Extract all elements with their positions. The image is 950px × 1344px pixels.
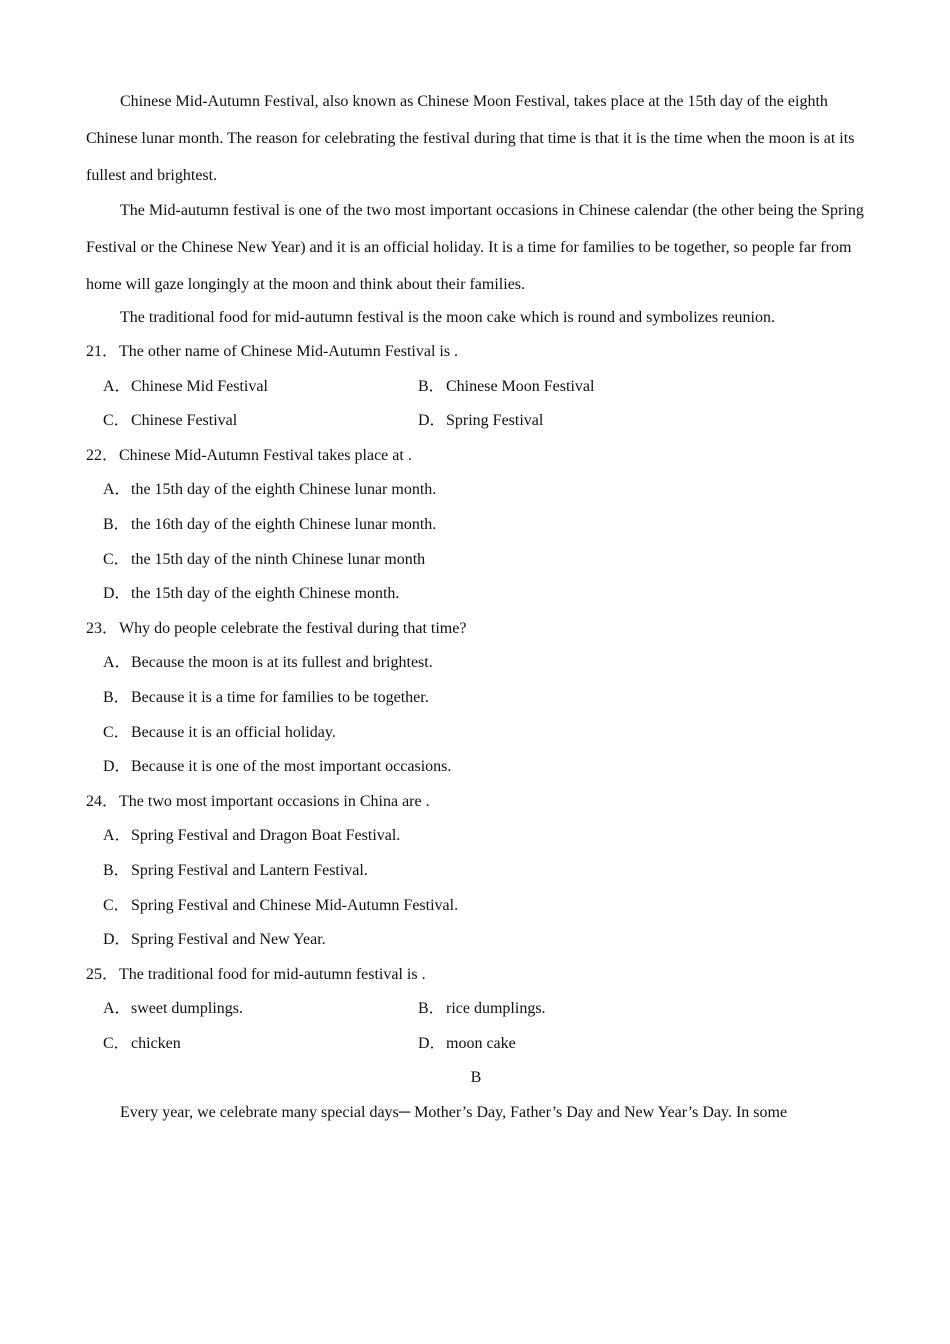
option-b[interactable]: B．Chinese Moon Festival	[418, 377, 595, 395]
question-number: 22．	[86, 446, 119, 464]
option-d[interactable]: D．moon cake	[418, 1034, 516, 1052]
option-a[interactable]: A．Spring Festival and Dragon Boat Festival.	[103, 827, 401, 845]
option-a[interactable]: A．Because the moon is at its fullest and brightest.	[103, 654, 433, 672]
option-d[interactable]: D．Spring Festival and New Year.	[103, 931, 326, 949]
passage-b-first-line: Every year, we celebrate many special days─ Mother’s Day, Father’s Day and New Year’s Day. In some	[120, 1104, 788, 1122]
question-number: 25．	[86, 965, 119, 983]
option-d[interactable]: D．the 15th day of the eighth Chinese month.	[103, 585, 400, 603]
question-stem: The traditional food for mid-autumn festival is .	[119, 965, 426, 983]
option-b[interactable]: B．the 16th day of the eighth Chinese lunar month.	[103, 515, 437, 533]
passage-b-label: B	[470, 1069, 482, 1087]
option-d[interactable]: D．Because it is one of the most important occasions.	[103, 758, 452, 776]
question-number: 23．	[86, 619, 119, 637]
passage-a-paragraph-3: The traditional food for mid-autumn festival is the moon cake which is round and symbolizes reunion.	[120, 309, 775, 326]
option-c[interactable]: C．Spring Festival and Chinese Mid-Autumn Festival.	[103, 896, 459, 914]
question-21	[86, 335, 866, 439]
passage-a-paragraph-1: Chinese Mid-Autumn Festival, also known as Chinese Moon Festival, takes place at the 15th day of the eighth Chinese lunar month. The reason for celebrating the festival during that time is that it is the time when the moon is at its fullest and brightest.	[86, 93, 855, 184]
option-d[interactable]: D．Spring Festival	[418, 412, 544, 430]
question-stem: Chinese Mid-Autumn Festival takes place at .	[119, 446, 412, 464]
exam-page	[86, 83, 866, 1131]
option-a[interactable]: A．the 15th day of the eighth Chinese lunar month.	[103, 481, 437, 499]
option-b[interactable]: B．Because it is a time for families to be together.	[103, 688, 429, 706]
question-25	[86, 958, 866, 1062]
option-c[interactable]: C．the 15th day of the ninth Chinese lunar month	[103, 550, 426, 568]
passage-a-paragraph-2: The Mid-autumn festival is one of the two most important occasions in Chinese calendar (the other being the Spring Festival or the Chinese New Year) and it is an official holiday. It is a time for families to be together, so people far from home will gaze longingly at the moon and think about their families.	[86, 202, 864, 293]
question-stem: The other name of Chinese Mid-Autumn Festival is .	[119, 343, 459, 360]
question-24	[86, 785, 866, 958]
question-stem: The two most important occasions in China are .	[119, 792, 430, 810]
question-22	[86, 439, 866, 612]
option-c[interactable]: C．Chinese Festival	[103, 412, 238, 430]
option-a[interactable]: A．sweet dumplings.	[103, 1000, 243, 1018]
question-number: 24．	[86, 792, 119, 810]
question-23	[86, 612, 866, 785]
option-c[interactable]: C．Because it is an official holiday.	[103, 723, 336, 741]
question-number: 21．	[86, 343, 119, 360]
option-a[interactable]: A．Chinese Mid Festival	[103, 377, 268, 395]
option-c[interactable]: C．chicken	[103, 1034, 181, 1052]
option-b[interactable]: B．rice dumplings.	[418, 1000, 546, 1018]
question-stem: Why do people celebrate the festival during that time?	[119, 619, 467, 637]
option-b[interactable]: B．Spring Festival and Lantern Festival.	[103, 861, 368, 879]
